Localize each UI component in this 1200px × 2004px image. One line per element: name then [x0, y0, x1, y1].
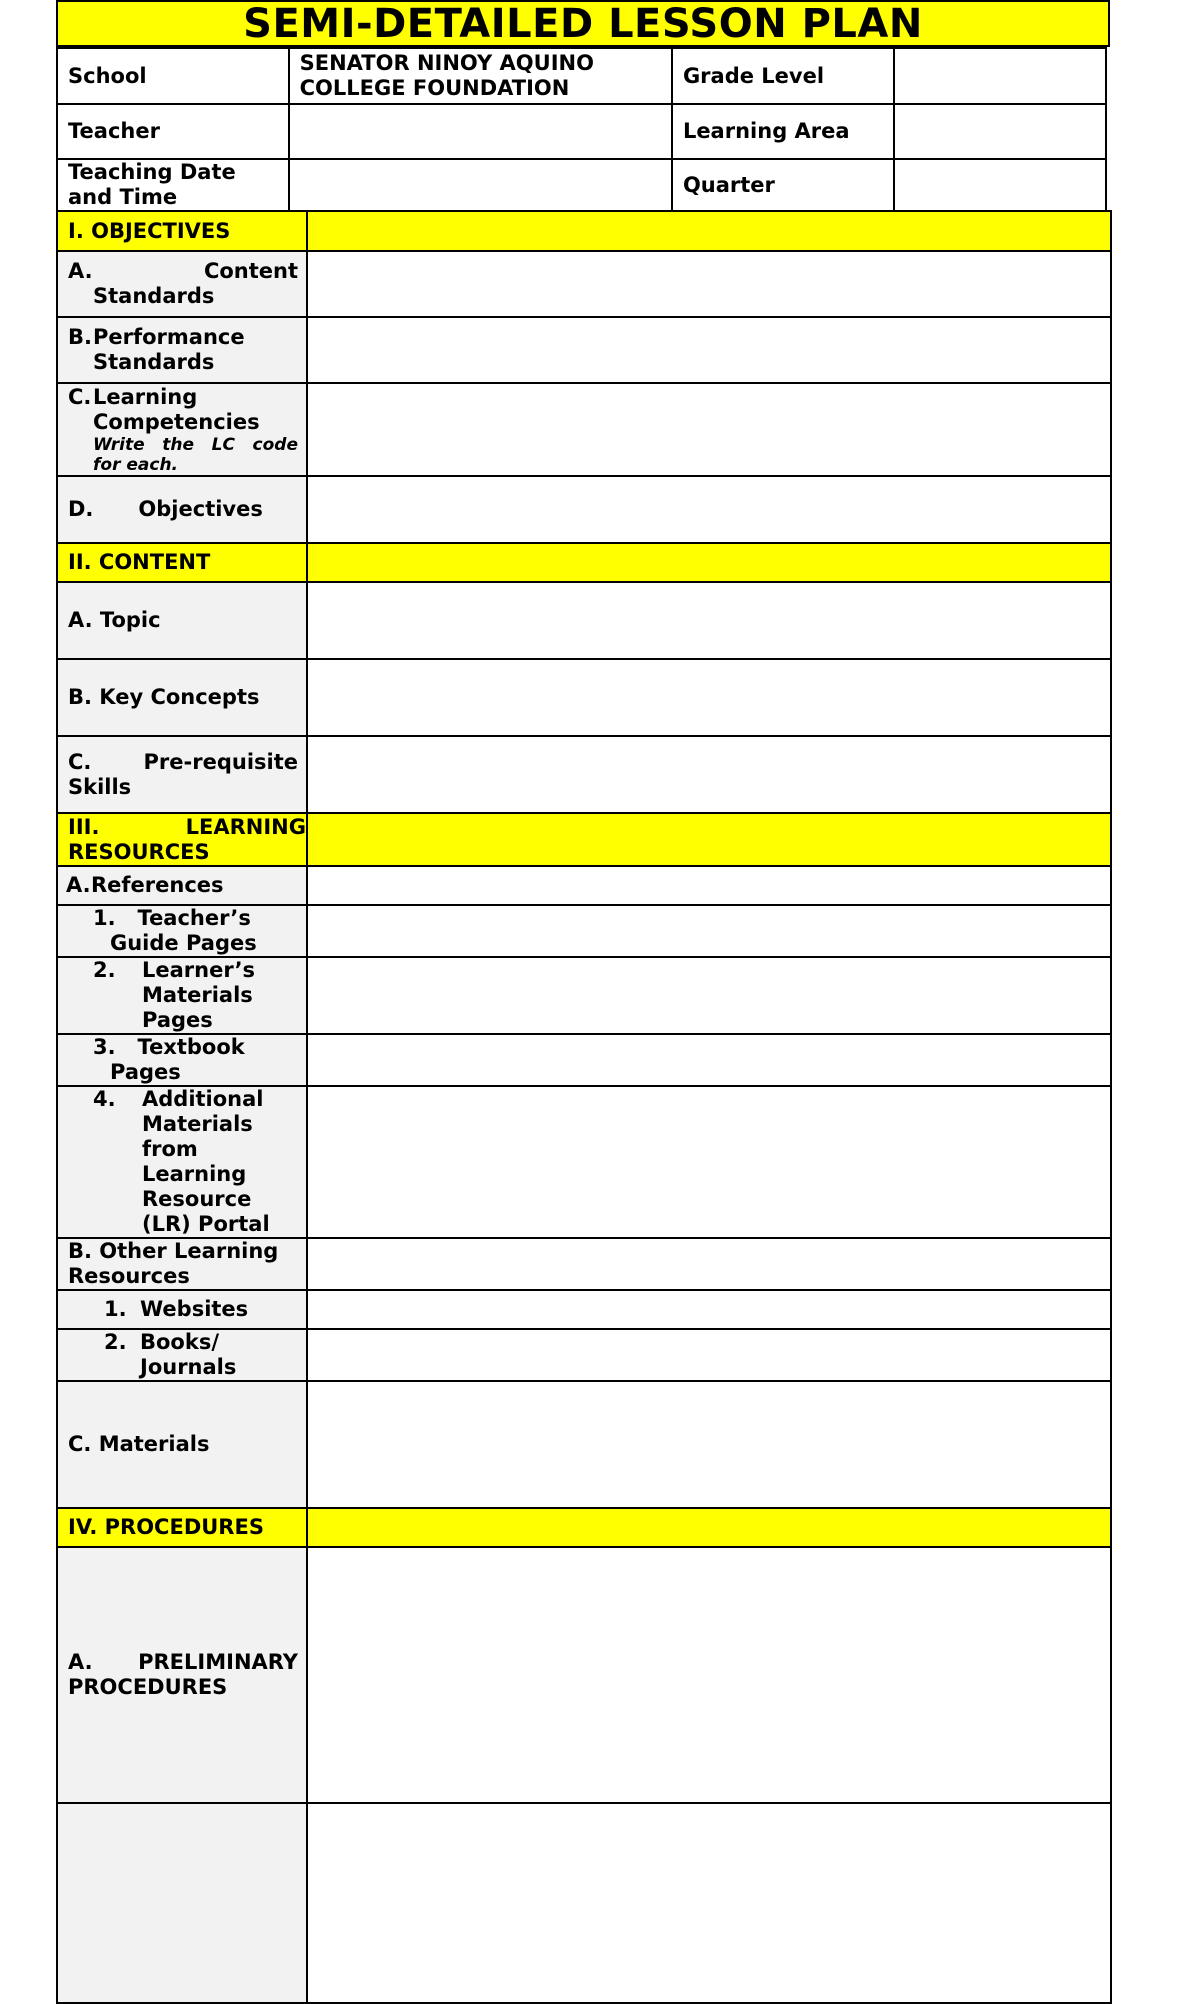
- prerequisite-skills-line2: Skills: [68, 774, 132, 799]
- row-learners-materials: [57, 957, 1111, 1034]
- teacher-value[interactable]: [289, 104, 672, 159]
- row-preliminary-procedures: [57, 1547, 1111, 1803]
- quarter-label: Quarter: [672, 159, 894, 211]
- websites-label: [57, 1290, 307, 1329]
- additional-materials-value[interactable]: [307, 1086, 1111, 1238]
- row-content-standards: [57, 251, 1111, 317]
- teachers-guide-num: 1.: [93, 906, 116, 930]
- section-learning-resources: [57, 813, 1111, 866]
- learning-resources-heading-line1: III. LEARNING: [68, 814, 306, 839]
- objectives-label: [57, 476, 307, 543]
- learners-materials-line3: Pages: [142, 1008, 213, 1032]
- key-concepts-value[interactable]: [307, 659, 1111, 736]
- school-label: School: [57, 48, 289, 104]
- learners-materials-num: 2.: [93, 958, 116, 982]
- content-standards-line1: A. Content: [68, 259, 298, 283]
- materials-value[interactable]: [307, 1381, 1111, 1508]
- websites-value[interactable]: [307, 1290, 1111, 1329]
- textbook-pages-num: 3.: [93, 1035, 116, 1059]
- row-prerequisite-skills: [57, 736, 1111, 813]
- row-objectives: [57, 476, 1111, 543]
- lc-code-note-line1: Write the LC code: [93, 434, 298, 455]
- references-text: References: [91, 873, 224, 897]
- section-heading-learning-resources: [57, 813, 307, 866]
- section-procedures: [57, 1508, 1111, 1547]
- school-value-line2: COLLEGE FOUNDATION: [299, 76, 570, 100]
- content-standards-line2: Standards: [93, 284, 215, 308]
- preliminary-procedures-line1: A. PRELIMINARY: [68, 1650, 298, 1674]
- prerequisite-skills-line1: C. Pre-requisite: [68, 749, 298, 774]
- row-websites: [57, 1290, 1111, 1329]
- section-heading-content: II. CONTENT: [57, 543, 307, 582]
- row-books-journals: [57, 1329, 1111, 1381]
- learning-competencies-line1: Learning: [93, 384, 198, 409]
- header-info-table: [56, 47, 1107, 212]
- teaching-date-label-line1: Teaching Date: [68, 160, 236, 184]
- learning-competencies-label: [57, 383, 307, 476]
- learning-competencies-num: C.: [68, 384, 92, 409]
- books-journals-label: [57, 1329, 307, 1381]
- row-textbook-pages: [57, 1034, 1111, 1086]
- additional-materials-line4: Learning: [142, 1162, 247, 1186]
- section-objectives: [57, 211, 1111, 251]
- additional-materials-line3: from: [142, 1137, 198, 1161]
- other-learning-resources-line2: Resources: [68, 1264, 190, 1288]
- next-procedure-label: [57, 1803, 307, 2003]
- performance-standards-num: B.: [68, 325, 92, 349]
- other-learning-resources-label: [57, 1238, 307, 1290]
- section-content: [57, 543, 1111, 582]
- teacher-label: Teacher: [57, 104, 289, 159]
- books-journals-num: 2.: [104, 1330, 127, 1354]
- other-learning-resources-value[interactable]: [307, 1238, 1111, 1290]
- document-title: SEMI-DETAILED LESSON PLAN: [56, 0, 1110, 47]
- learning-area-value[interactable]: [894, 104, 1106, 159]
- books-journals-line1: Books/: [140, 1330, 219, 1354]
- learning-resources-heading-line2: RESOURCES: [68, 839, 210, 864]
- section-heading-fill: [307, 543, 1111, 582]
- quarter-value[interactable]: [894, 159, 1106, 211]
- teachers-guide-value[interactable]: [307, 905, 1111, 957]
- topic-label: A. Topic: [57, 582, 307, 659]
- teachers-guide-label: [57, 905, 307, 957]
- books-journals-line2: Journals: [140, 1355, 237, 1379]
- row-additional-materials: [57, 1086, 1111, 1238]
- additional-materials-line1: Additional: [142, 1087, 264, 1111]
- topic-value[interactable]: [307, 582, 1111, 659]
- prerequisite-skills-value[interactable]: [307, 736, 1111, 813]
- row-performance-standards: [57, 317, 1111, 383]
- key-concepts-label: B. Key Concepts: [57, 659, 307, 736]
- teaching-date-label: [57, 159, 289, 211]
- teachers-guide-line2: Guide Pages: [110, 931, 257, 955]
- teachers-guide-line1: Teacher’s: [137, 906, 251, 930]
- learners-materials-line2: Materials: [142, 983, 253, 1007]
- learners-materials-value[interactable]: [307, 957, 1111, 1034]
- objectives-value[interactable]: [307, 476, 1111, 543]
- additional-materials-line6: (LR) Portal: [142, 1212, 270, 1236]
- row-other-learning-resources: [57, 1238, 1111, 1290]
- performance-standards-value[interactable]: [307, 317, 1111, 383]
- performance-standards-line1: Performance: [93, 325, 245, 349]
- row-materials: [57, 1381, 1111, 1508]
- textbook-pages-label: [57, 1034, 307, 1086]
- row-learning-competencies: [57, 383, 1111, 476]
- references-num: A.: [66, 873, 91, 897]
- textbook-pages-value[interactable]: [307, 1034, 1111, 1086]
- prerequisite-skills-label: [57, 736, 307, 813]
- other-learning-resources-line1: B. Other Learning: [68, 1239, 279, 1263]
- textbook-pages-line1: Textbook: [137, 1035, 245, 1059]
- section-heading-procedures: IV. PROCEDURES: [57, 1508, 307, 1547]
- row-next-procedure: [57, 1803, 1111, 2003]
- additional-materials-line2: Materials: [142, 1112, 253, 1136]
- learning-area-label: Learning Area: [672, 104, 894, 159]
- additional-materials-line5: Resource: [142, 1187, 252, 1211]
- materials-label: C. Materials: [57, 1381, 307, 1508]
- grade-level-label: Grade Level: [672, 48, 894, 104]
- learners-materials-label: [57, 957, 307, 1034]
- preliminary-procedures-value[interactable]: [307, 1547, 1111, 1803]
- row-teachers-guide: [57, 905, 1111, 957]
- lesson-plan-table: [56, 210, 1112, 2004]
- references-value[interactable]: [307, 866, 1111, 905]
- learning-competencies-value[interactable]: [307, 383, 1111, 476]
- learners-materials-line1: Learner’s: [142, 958, 256, 982]
- books-journals-value[interactable]: [307, 1329, 1111, 1381]
- teaching-date-value[interactable]: [289, 159, 672, 211]
- objectives-text: Objectives: [138, 497, 263, 521]
- references-label: [57, 866, 307, 905]
- preliminary-procedures-label: [57, 1547, 307, 1803]
- content-standards-value[interactable]: [307, 251, 1111, 317]
- section-heading-fill: [307, 813, 1111, 866]
- content-standards-label: [57, 251, 307, 317]
- grade-level-value[interactable]: [894, 48, 1106, 104]
- websites-text: Websites: [140, 1297, 249, 1321]
- performance-standards-label: [57, 317, 307, 383]
- next-procedure-value[interactable]: [307, 1803, 1111, 2003]
- websites-num: 1.: [104, 1297, 127, 1321]
- performance-standards-line2: Standards: [93, 350, 215, 374]
- section-heading-fill: [307, 1508, 1111, 1547]
- section-heading-objectives: I. OBJECTIVES: [57, 211, 307, 251]
- row-topic: [57, 582, 1111, 659]
- additional-materials-num: 4.: [93, 1087, 116, 1111]
- school-value: [289, 48, 672, 104]
- section-heading-fill: [307, 211, 1111, 251]
- textbook-pages-line2: Pages: [110, 1060, 181, 1084]
- school-value-line1: SENATOR NINOY AQUINO: [299, 51, 594, 75]
- objectives-num: D.: [68, 497, 94, 521]
- lc-code-note-line2: for each.: [93, 454, 179, 475]
- additional-materials-label: [57, 1086, 307, 1238]
- teaching-date-label-line2: and Time: [68, 185, 178, 209]
- row-key-concepts: [57, 659, 1111, 736]
- learning-competencies-line2: Competencies: [93, 409, 260, 434]
- preliminary-procedures-line2: PROCEDURES: [68, 1675, 228, 1699]
- row-references: [57, 866, 1111, 905]
